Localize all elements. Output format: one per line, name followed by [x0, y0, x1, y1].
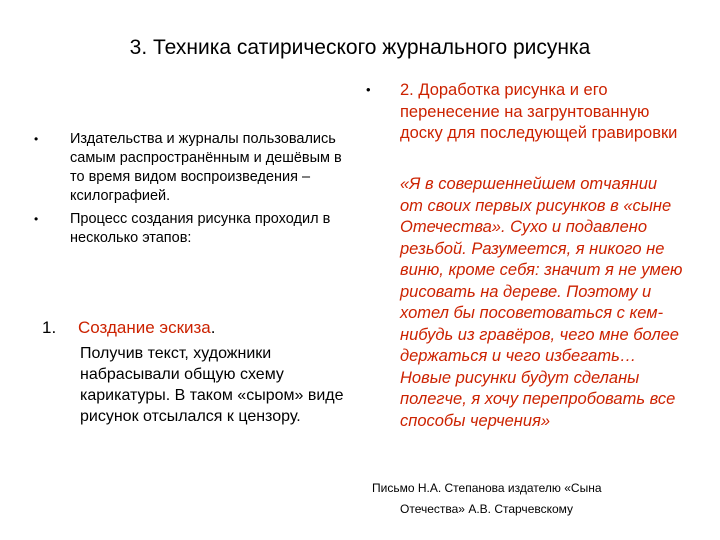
bullet-text: Издательства и журналы пользовались самым распространённым и дешёвым в то время видом воспроизведения – ксилографией.	[70, 131, 342, 204]
bullet-icon: •	[34, 212, 39, 226]
step-title-text: Создание эскиза	[78, 318, 211, 337]
stage-heading: 2. Доработка рисунка и его перенесение на загрунтованную доску для последующей гравировки	[400, 81, 678, 142]
bullet-item	[34, 130, 354, 206]
letter-quote: «Я в совершеннейшем отчаянии от своих первых рисунков в «сыне Отечества». Сухо и подавлено резьбой. Разумеется, я никого не виню, кроме себя: значит я не умею рисовать на дереве. Поэтому и хотел бы посоветоваться с кем-нибудь из гравёров, чего мне более держаться и чего избегать… Новые рисунки будут сделаны полегче, я хочу перепробовать все способы черчения»	[400, 175, 683, 430]
bullet-item	[34, 210, 354, 248]
slide-title: 3. Техника сатирического журнального рисунка	[129, 36, 591, 59]
step-title-period: .	[210, 318, 216, 337]
bullet-text: Процесс создания рисунка проходил в несколько этапов:	[70, 211, 331, 246]
bullet-icon: •	[34, 132, 39, 146]
quote-source-line: Письмо Н.А. Степанова издателю «Сына	[372, 481, 602, 495]
step-body: Получив текст, художники набрасывали общую схему карикатуры. В таком «сыром» виде рисунок отсылался к цензору.	[80, 345, 344, 425]
bullet-icon: •	[366, 82, 371, 97]
left-bullet-list	[34, 130, 354, 248]
step-number: 1.	[42, 318, 57, 337]
quote-source-line: Отечества» А.В. Старчевскому	[400, 502, 574, 516]
step-title	[78, 317, 216, 339]
